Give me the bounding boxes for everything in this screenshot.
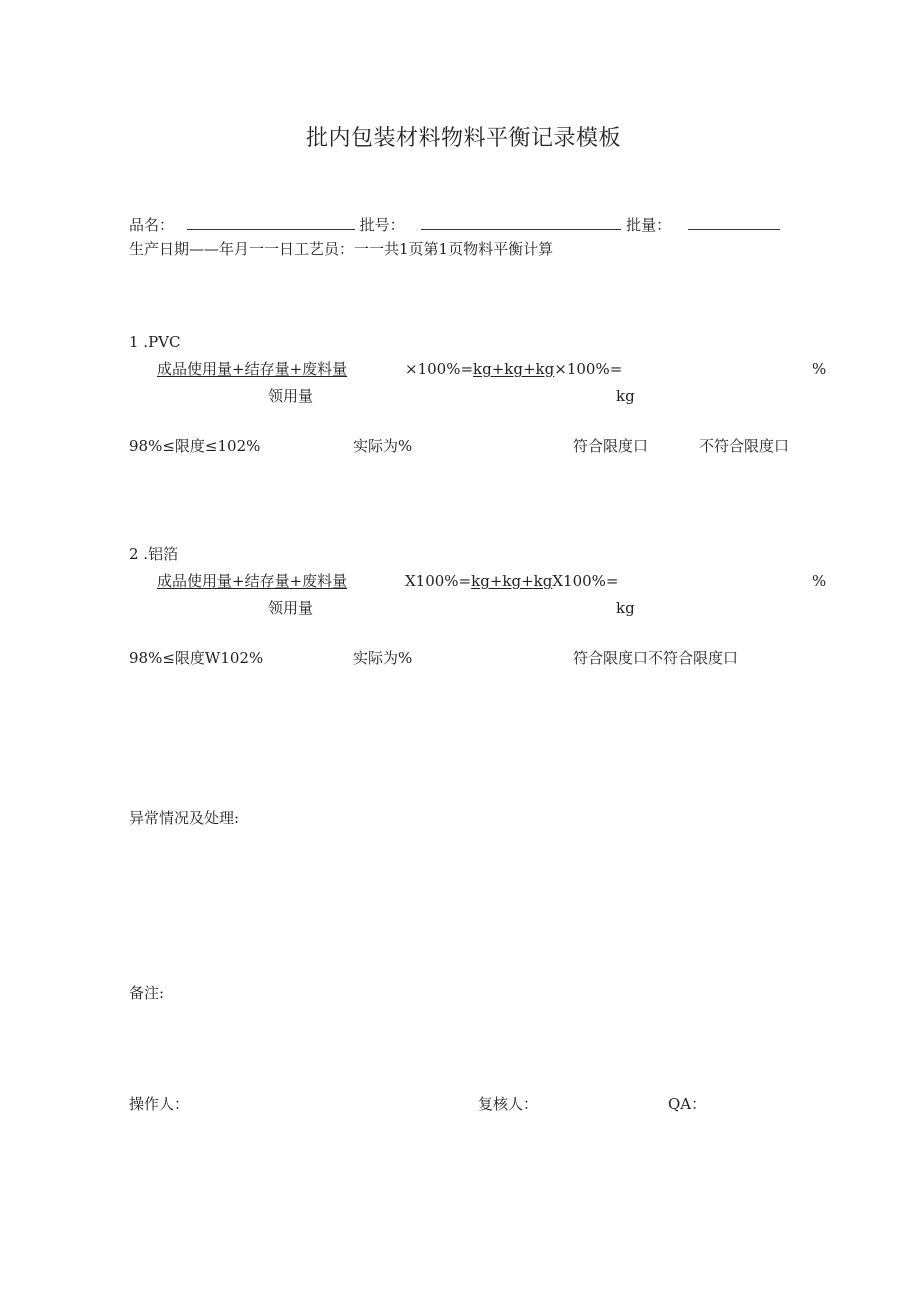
section-2-percent: % (812, 572, 827, 590)
operator-label: 操作人： (129, 1095, 190, 1113)
section-2-limit: 98%≤限度W102% (129, 649, 264, 667)
section-1-formula-kg: kg+kg+kg (473, 360, 555, 378)
section-2-formula (405, 574, 619, 589)
product-name-field[interactable] (187, 217, 355, 230)
section-1-formula (405, 362, 622, 377)
section-2-actual: 实际为% (353, 649, 413, 667)
section-1-numerator: 成品使用量+结存量+废料量 (157, 360, 348, 378)
reviewer-label: 复核人： (478, 1095, 539, 1113)
header-date-row: 生产日期——年月一一日工艺员：一一共1页第1页物料平衡计算 (129, 240, 554, 258)
remarks-label: 备注: (129, 984, 165, 1002)
section-1-denominator: 领用量 (268, 387, 314, 405)
product-name-label: 品名： (129, 216, 175, 234)
section-1-comply-checkbox[interactable]: 符合限度口 (573, 437, 649, 455)
section-2-heading: 2 .铝箔 (129, 545, 179, 563)
section-2-formula-mid: X100%= (405, 572, 472, 590)
section-2-numerator: 成品使用量+结存量+废料量 (157, 572, 348, 590)
batch-no-label: 批号： (359, 216, 405, 234)
section-2-formula-end: X100%= (552, 572, 619, 590)
section-2-comply-checkboxes[interactable]: 符合限度口不符合限度口 (573, 649, 739, 667)
header-fields-row (129, 217, 780, 233)
batch-size-label: 批量： (626, 216, 672, 234)
qa-label: QA： (668, 1095, 707, 1113)
section-1-limit: 98%≤限度≤102% (129, 437, 261, 455)
section-1-not-comply-checkbox[interactable]: 不符合限度口 (699, 437, 790, 455)
section-1-formula-mid: ×100%= (405, 360, 474, 378)
batch-no-field[interactable] (421, 217, 621, 230)
section-2-unit: kg (616, 599, 635, 617)
section-2-formula-kg: kg+kg+kg (471, 572, 553, 590)
abnormal-label: 异常情况及处理: (129, 809, 240, 827)
section-1-actual: 实际为% (353, 437, 413, 455)
section-1-unit: kg (616, 387, 635, 405)
page-title: 批内包装材料物料平衡记录模板 (306, 126, 622, 151)
section-1-percent: % (812, 360, 827, 378)
section-1-heading: 1 .PVC (129, 333, 181, 351)
section-1-formula-end: ×100%= (554, 360, 623, 378)
batch-size-field[interactable] (688, 217, 780, 230)
section-2-denominator: 领用量 (268, 599, 314, 617)
